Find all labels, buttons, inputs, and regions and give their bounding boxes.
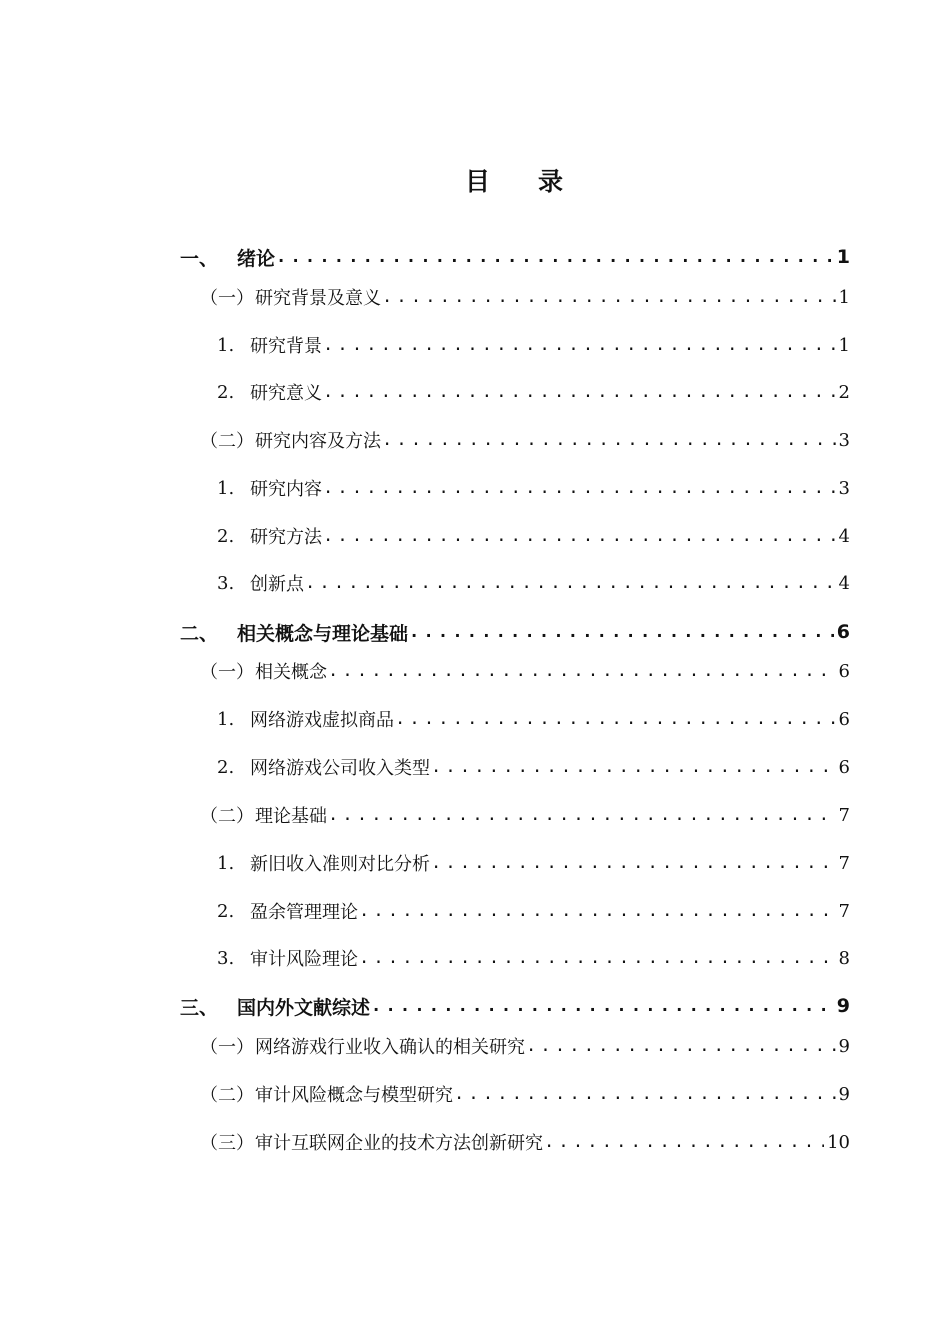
toc-entry[interactable]	[200, 656, 850, 686]
toc-entry-page: 1	[836, 246, 850, 268]
toc-entry-number: 2.	[217, 381, 235, 403]
toc-entry-title: 研究背景	[250, 336, 322, 357]
toc-entry-page: 9	[836, 995, 850, 1017]
toc-entry-title: 审计风险理论	[250, 949, 358, 970]
toc-entry-page: 6	[836, 621, 850, 643]
toc-entry[interactable]	[200, 282, 850, 312]
toc-leader-dots	[323, 330, 836, 360]
toc-leader-dots	[359, 896, 836, 926]
toc-entry[interactable]	[180, 242, 850, 272]
toc-entry[interactable]	[200, 1079, 850, 1109]
toc-entry-title: 相关概念	[255, 662, 327, 683]
toc-entry-number: 3.	[217, 572, 235, 594]
toc-entry-page: 7	[838, 852, 850, 874]
toc-entry-page: 4	[838, 572, 850, 594]
toc-entry-number: （二）	[200, 431, 254, 452]
toc-entry[interactable]	[200, 1127, 850, 1157]
toc-entry-number: （三）	[200, 1133, 254, 1154]
toc-entry-page: 8	[838, 947, 850, 969]
toc-entry-number: （一）	[200, 288, 254, 309]
toc-entry-title: 理论基础	[255, 806, 327, 827]
toc-entry[interactable]	[217, 473, 850, 503]
toc-leader-dots	[328, 800, 836, 830]
toc-entry-number: （一）	[200, 1037, 254, 1058]
toc-leader-dots	[371, 991, 834, 1021]
toc-entry-number: 1.	[217, 852, 235, 874]
toc-entry-title: 网络游戏行业收入确认的相关研究	[255, 1037, 525, 1058]
toc-leader-dots	[382, 425, 836, 455]
toc-entry-title: 研究背景及意义	[255, 288, 381, 309]
toc-leader-dots	[454, 1079, 836, 1109]
toc-entry[interactable]	[200, 800, 850, 830]
toc-entry-title: 新旧收入准则对比分析	[250, 854, 430, 875]
toc-leader-dots	[323, 377, 836, 407]
toc-entry-page: 6	[838, 756, 850, 778]
toc-entry-page: 3	[838, 429, 850, 451]
toc-entry[interactable]	[217, 521, 850, 551]
toc-entry-number: （一）	[200, 662, 254, 683]
toc-entry-number: 1.	[217, 477, 235, 499]
toc-entry-title: 研究内容及方法	[255, 431, 381, 452]
toc-entry-number: （二）	[200, 806, 254, 827]
toc-entry-page: 4	[838, 525, 850, 547]
toc-entry-number: 三、	[180, 996, 219, 1019]
toc-entry-number: 2.	[217, 900, 235, 922]
toc-entry-title: 研究方法	[250, 527, 322, 548]
toc-entry-page: 6	[838, 660, 850, 682]
toc-entry[interactable]	[200, 1031, 850, 1061]
toc-entry-title: 盈余管理理论	[250, 902, 358, 923]
toc-entry[interactable]	[217, 943, 850, 973]
toc-entry-title: 国内外文献综述	[237, 996, 371, 1019]
toc-entry-number: 2.	[217, 525, 235, 547]
toc-entry[interactable]	[180, 991, 850, 1021]
toc-entry-title: 相关概念与理论基础	[237, 622, 409, 645]
toc-entry-page: 9	[838, 1035, 850, 1057]
toc-entry[interactable]	[180, 617, 850, 647]
toc-entry-page: 1	[838, 334, 850, 356]
toc-leader-dots	[382, 282, 836, 312]
toc-entry-page: 6	[838, 708, 850, 730]
toc-entry[interactable]	[217, 377, 850, 407]
toc-entry-page: 10	[827, 1131, 850, 1153]
toc-leader-dots	[305, 568, 836, 598]
toc-entry-title: 绪论	[237, 247, 276, 270]
toc-entry-title: 审计互联网企业的技术方法创新研究	[255, 1133, 543, 1154]
toc-entry-number: 2.	[217, 756, 235, 778]
toc-leader-dots	[323, 473, 836, 503]
toc-leader-dots	[544, 1127, 824, 1157]
toc-entry-title: 审计风险概念与模型研究	[255, 1085, 453, 1106]
toc-entry[interactable]	[217, 704, 850, 734]
toc-leader-dots	[395, 704, 836, 734]
toc-entry[interactable]	[200, 425, 850, 455]
toc-entry-page: 9	[838, 1083, 850, 1105]
toc-entry-title: 研究意义	[250, 383, 322, 404]
toc-leader-dots	[526, 1031, 836, 1061]
toc-leader-dots	[276, 242, 834, 272]
toc-entry[interactable]	[217, 848, 850, 878]
toc-entry[interactable]	[217, 752, 850, 782]
toc-entry-page: 1	[838, 286, 850, 308]
toc-leader-dots	[431, 848, 836, 878]
toc-entry-number: 一、	[180, 247, 219, 270]
toc-entry-number: 3.	[217, 947, 235, 969]
toc-entry-page: 3	[838, 477, 850, 499]
toc-entry-title: 网络游戏虚拟商品	[250, 710, 394, 731]
toc-leader-dots	[323, 521, 836, 551]
toc-leader-dots	[328, 656, 836, 686]
toc-entry-title: 创新点	[250, 574, 304, 595]
page-title-right: 录	[538, 167, 566, 196]
toc-leader-dots	[359, 943, 836, 973]
page-title-left: 目	[464, 167, 492, 196]
toc-leader-dots	[431, 752, 836, 782]
toc-entry-number: 1.	[217, 334, 235, 356]
toc-entry[interactable]	[217, 330, 850, 360]
toc-entry-title: 网络游戏公司收入类型	[250, 758, 430, 779]
toc-leader-dots	[409, 617, 834, 647]
toc-entry-page: 2	[838, 381, 850, 403]
toc-entry-page: 7	[838, 804, 850, 826]
toc-entry[interactable]	[217, 896, 850, 926]
toc-entry-number: 1.	[217, 708, 235, 730]
toc-entry-number: 二、	[180, 622, 219, 645]
toc-entry[interactable]	[217, 568, 850, 598]
toc-entry-page: 7	[838, 900, 850, 922]
toc-entry-title: 研究内容	[250, 479, 322, 500]
toc-entry-number: （二）	[200, 1085, 254, 1106]
